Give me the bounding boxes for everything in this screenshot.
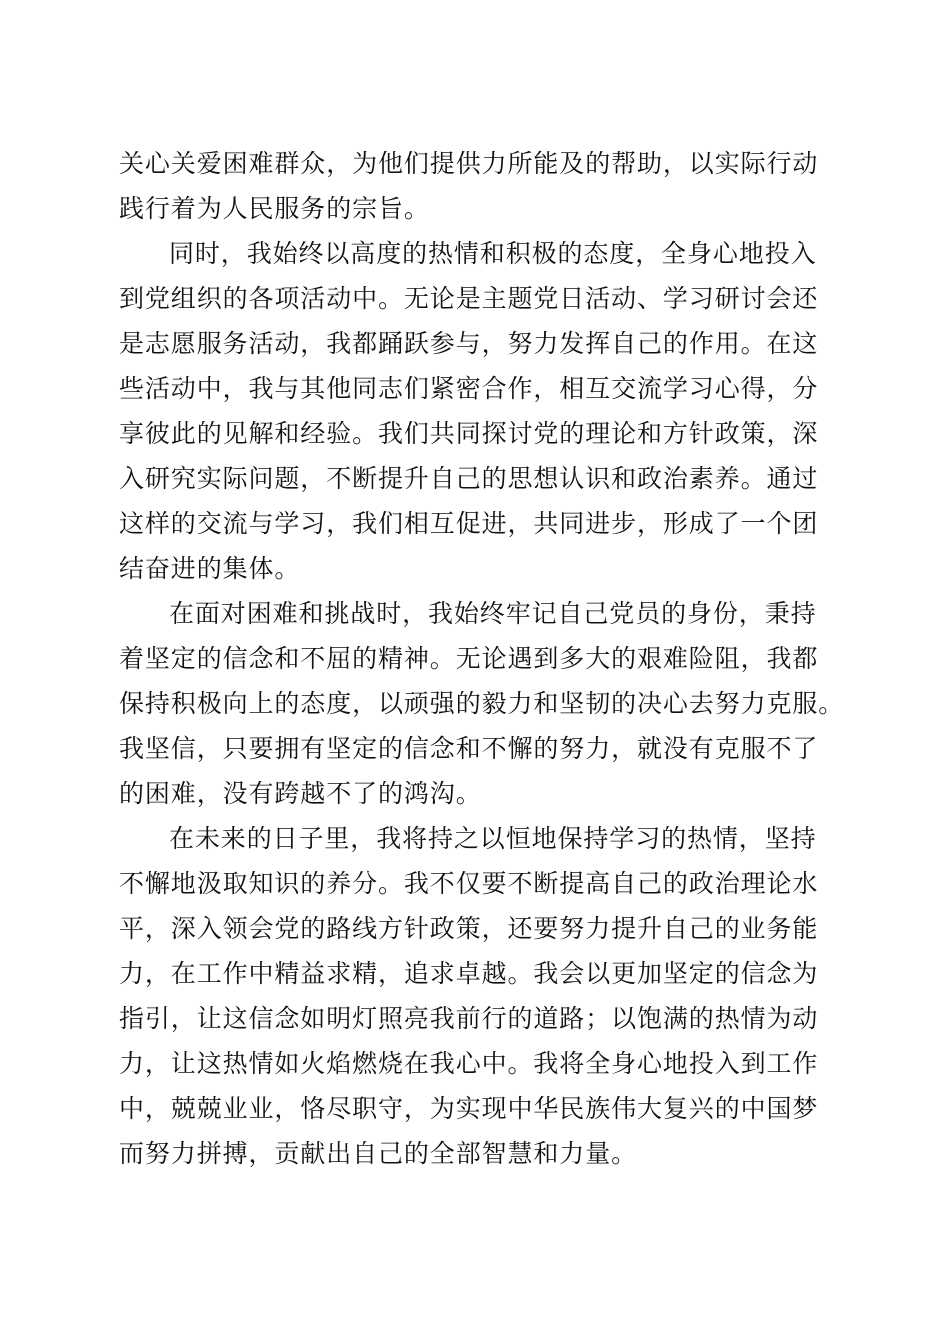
- paragraph-first-line: 在未来的日子里，我将持之以恒地保持学习的热情，坚持: [169, 824, 817, 853]
- text-line: 入研究实际问题，不断提升自己的思想认识和政治素养。通过: [119, 464, 819, 493]
- text-line: 些活动中，我与其他同志们紧密合作，相互交流学习心得，分: [119, 374, 819, 403]
- paragraph-first-line: 在面对困难和挑战时，我始终牢记自己党员的身份，秉持: [169, 599, 817, 628]
- text-line: 这样的交流与学习，我们相互促进，共同进步，形成了一个团: [119, 509, 819, 538]
- text-line: 保持积极向上的态度，以顽强的毅力和坚韧的决心去努力克服。: [119, 689, 845, 718]
- text-line: 关心关爱困难群众，为他们提供力所能及的帮助，以实际行动: [119, 149, 819, 178]
- text-line: 的困难，没有跨越不了的鸿沟。: [119, 779, 482, 808]
- text-line: 着坚定的信念和不屈的精神。无论遇到多大的艰难险阻，我都: [119, 644, 819, 673]
- text-line: 而努力拼搏，贡献出自己的全部智慧和力量。: [119, 1139, 638, 1168]
- text-line: 指引，让这信念如明灯照亮我前行的道路；以饱满的热情为动: [119, 1004, 819, 1033]
- text-line: 享彼此的见解和经验。我们共同探讨党的理论和方针政策，深: [119, 419, 819, 448]
- body-text: [119, 141, 845, 1176]
- text-line: 我坚信，只要拥有坚定的信念和不懈的努力，就没有克服不了: [119, 734, 819, 763]
- text-line: 中，兢兢业业，恪尽职守，为实现中华民族伟大复兴的中国梦: [119, 1094, 819, 1123]
- text-line: 力，在工作中精益求精，追求卓越。我会以更加坚定的信念为: [119, 959, 819, 988]
- paragraph-first-line: 同时，我始终以高度的热情和积极的态度，全身心地投入: [169, 239, 817, 268]
- text-line: 结奋进的集体。: [119, 554, 301, 583]
- text-line: 不懈地汲取知识的养分。我不仅要不断提高自己的政治理论水: [119, 869, 819, 898]
- text-line: 力，让这热情如火焰燃烧在我心中。我将全身心地投入到工作: [119, 1049, 819, 1078]
- text-line: 践行着为人民服务的宗旨。: [119, 194, 430, 223]
- text-line: 平，深入领会党的路线方针政策，还要努力提升自己的业务能: [119, 914, 819, 943]
- text-line: 是志愿服务活动，我都踊跃参与，努力发挥自己的作用。在这: [119, 329, 819, 358]
- text-line: 到党组织的各项活动中。无论是主题党日活动、学习研讨会还: [119, 284, 819, 313]
